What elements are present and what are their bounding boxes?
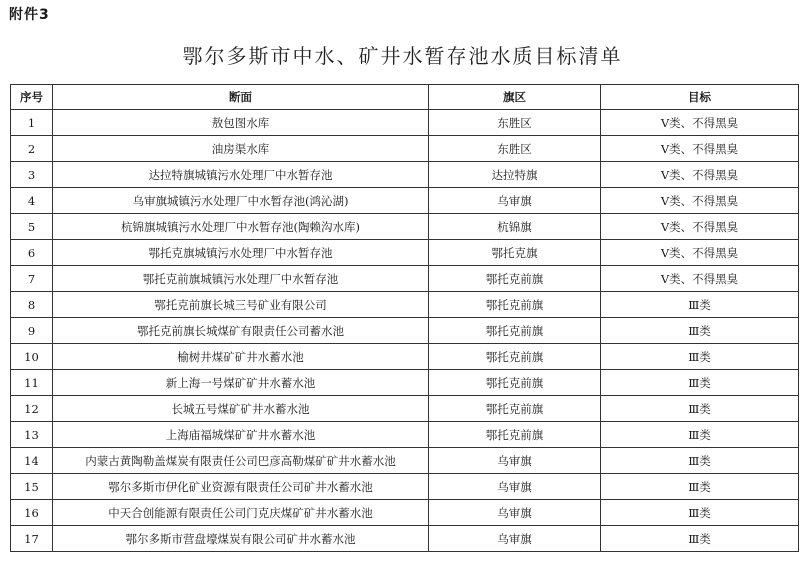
cell-index: 4 bbox=[11, 188, 53, 214]
cell-section: 鄂托克前旗长城三号矿业有限公司 bbox=[53, 292, 429, 318]
cell-section: 杭锦旗城镇污水处理厂中水暂存池(陶赖沟水库) bbox=[53, 214, 429, 240]
cell-section: 内蒙古黄陶勒盖煤炭有限责任公司巴彦高勒煤矿矿井水蓄水池 bbox=[53, 448, 429, 474]
cell-section: 达拉特旗城镇污水处理厂中水暂存池 bbox=[53, 162, 429, 188]
table-row bbox=[11, 110, 799, 136]
header-district: 旗区 bbox=[429, 85, 601, 110]
cell-index: 2 bbox=[11, 136, 53, 162]
cell-target: Ⅲ类 bbox=[601, 500, 799, 526]
cell-district: 杭锦旗 bbox=[429, 214, 601, 240]
table-row bbox=[11, 500, 799, 526]
cell-target: V类、不得黑臭 bbox=[601, 214, 799, 240]
cell-section: 乌审旗城镇污水处理厂中水暂存池(鸿沁湖) bbox=[53, 188, 429, 214]
cell-district: 乌审旗 bbox=[429, 474, 601, 500]
cell-section: 新上海一号煤矿矿井水蓄水池 bbox=[53, 370, 429, 396]
cell-target: Ⅲ类 bbox=[601, 396, 799, 422]
cell-section: 鄂尔多斯市伊化矿业资源有限责任公司矿井水蓄水池 bbox=[53, 474, 429, 500]
table-row bbox=[11, 266, 799, 292]
cell-index: 3 bbox=[11, 162, 53, 188]
cell-target: Ⅲ类 bbox=[601, 370, 799, 396]
cell-target: V类、不得黑臭 bbox=[601, 188, 799, 214]
table-row bbox=[11, 526, 799, 552]
cell-index: 14 bbox=[11, 448, 53, 474]
cell-district: 乌审旗 bbox=[429, 188, 601, 214]
water-quality-target-table bbox=[10, 84, 799, 552]
cell-section: 榆树井煤矿矿井水蓄水池 bbox=[53, 344, 429, 370]
cell-section: 长城五号煤矿矿井水蓄水池 bbox=[53, 396, 429, 422]
cell-index: 7 bbox=[11, 266, 53, 292]
cell-district: 鄂托克前旗 bbox=[429, 396, 601, 422]
attachment-label: 附件3 bbox=[9, 7, 50, 23]
cell-section: 鄂托克前旗城镇污水处理厂中水暂存池 bbox=[53, 266, 429, 292]
header-section: 断面 bbox=[53, 85, 429, 110]
cell-section: 鄂尔多斯市营盘壕煤炭有限公司矿井水蓄水池 bbox=[53, 526, 429, 552]
cell-target: Ⅲ类 bbox=[601, 474, 799, 500]
cell-index: 11 bbox=[11, 370, 53, 396]
cell-district: 鄂托克旗 bbox=[429, 240, 601, 266]
table-row bbox=[11, 214, 799, 240]
table-row bbox=[11, 136, 799, 162]
table-row bbox=[11, 292, 799, 318]
cell-target: Ⅲ类 bbox=[601, 526, 799, 552]
cell-index: 17 bbox=[11, 526, 53, 552]
cell-section: 油房渠水库 bbox=[53, 136, 429, 162]
cell-district: 东胜区 bbox=[429, 110, 601, 136]
cell-district: 乌审旗 bbox=[429, 500, 601, 526]
cell-section: 中天合创能源有限责任公司门克庆煤矿矿井水蓄水池 bbox=[53, 500, 429, 526]
table-row bbox=[11, 162, 799, 188]
cell-target: Ⅲ类 bbox=[601, 448, 799, 474]
cell-district: 鄂托克前旗 bbox=[429, 292, 601, 318]
cell-section: 鄂托克前旗长城煤矿有限责任公司蓄水池 bbox=[53, 318, 429, 344]
table-row bbox=[11, 318, 799, 344]
cell-target: V类、不得黑臭 bbox=[601, 136, 799, 162]
table-row bbox=[11, 240, 799, 266]
header-target: 目标 bbox=[601, 85, 799, 110]
table-body bbox=[11, 110, 799, 552]
cell-district: 鄂托克前旗 bbox=[429, 370, 601, 396]
cell-district: 东胜区 bbox=[429, 136, 601, 162]
cell-section: 敖包图水库 bbox=[53, 110, 429, 136]
header-row bbox=[11, 85, 799, 110]
cell-district: 达拉特旗 bbox=[429, 162, 601, 188]
table-row bbox=[11, 370, 799, 396]
cell-index: 9 bbox=[11, 318, 53, 344]
cell-district: 鄂托克前旗 bbox=[429, 266, 601, 292]
cell-index: 8 bbox=[11, 292, 53, 318]
table-header bbox=[11, 85, 799, 110]
table-row bbox=[11, 188, 799, 214]
cell-index: 15 bbox=[11, 474, 53, 500]
cell-district: 鄂托克前旗 bbox=[429, 422, 601, 448]
cell-section: 上海庙福城煤矿矿井水蓄水池 bbox=[53, 422, 429, 448]
header-index: 序号 bbox=[11, 85, 53, 110]
cell-index: 5 bbox=[11, 214, 53, 240]
cell-target: V类、不得黑臭 bbox=[601, 110, 799, 136]
table-row bbox=[11, 396, 799, 422]
cell-target: Ⅲ类 bbox=[601, 422, 799, 448]
cell-district: 鄂托克前旗 bbox=[429, 318, 601, 344]
cell-target: Ⅲ类 bbox=[601, 344, 799, 370]
cell-target: V类、不得黑臭 bbox=[601, 162, 799, 188]
cell-target: V类、不得黑臭 bbox=[601, 266, 799, 292]
cell-target: Ⅲ类 bbox=[601, 292, 799, 318]
cell-district: 鄂托克前旗 bbox=[429, 344, 601, 370]
table-row bbox=[11, 344, 799, 370]
table-row bbox=[11, 448, 799, 474]
cell-index: 6 bbox=[11, 240, 53, 266]
cell-index: 10 bbox=[11, 344, 53, 370]
cell-target: Ⅲ类 bbox=[601, 318, 799, 344]
cell-target: V类、不得黑臭 bbox=[601, 240, 799, 266]
cell-section: 鄂托克旗城镇污水处理厂中水暂存池 bbox=[53, 240, 429, 266]
cell-index: 12 bbox=[11, 396, 53, 422]
table-row bbox=[11, 422, 799, 448]
cell-index: 1 bbox=[11, 110, 53, 136]
cell-district: 乌审旗 bbox=[429, 448, 601, 474]
document-title: 鄂尔多斯市中水、矿井水暂存池水质目标清单 bbox=[182, 44, 623, 68]
cell-index: 16 bbox=[11, 500, 53, 526]
cell-index: 13 bbox=[11, 422, 53, 448]
table-row bbox=[11, 474, 799, 500]
cell-district: 乌审旗 bbox=[429, 526, 601, 552]
